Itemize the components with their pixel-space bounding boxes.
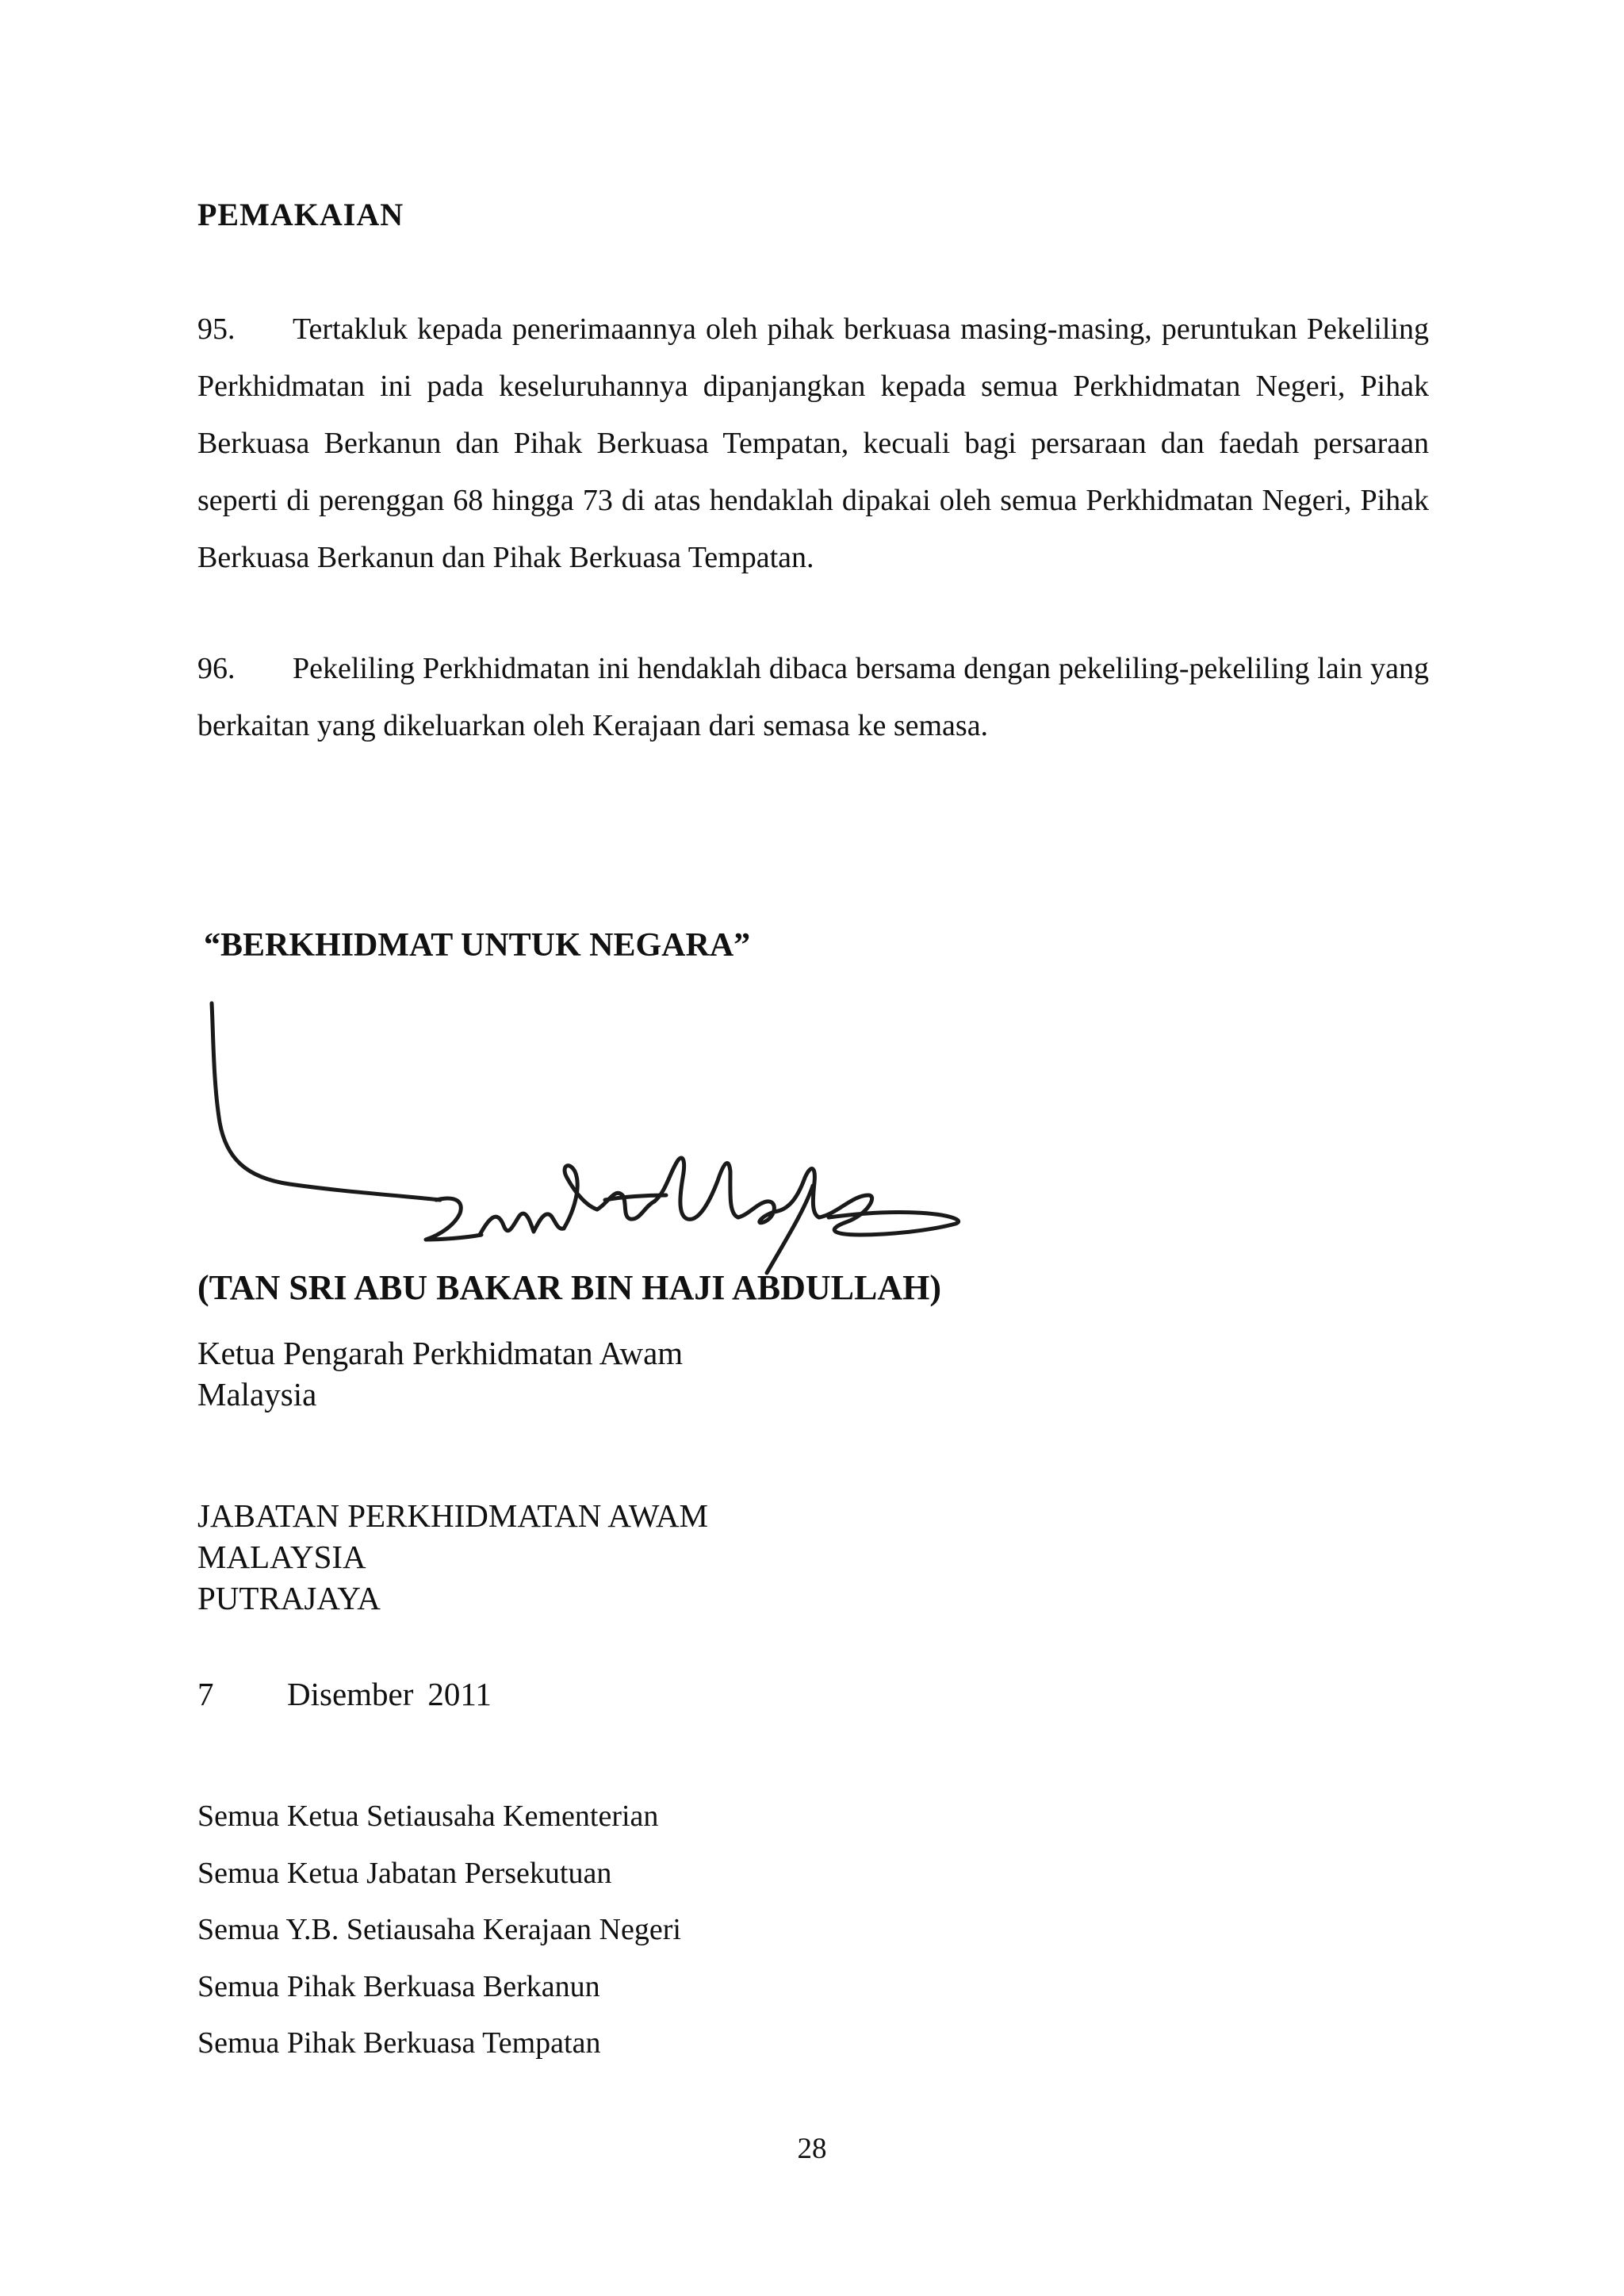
recipient-item: Semua Ketua Jabatan Persekutuan — [197, 1856, 612, 1890]
recipient-item: Semua Pihak Berkuasa Berkanun — [197, 1969, 600, 2003]
address-line: JABATAN PERKHIDMATAN AWAM — [197, 1497, 708, 1534]
paragraph-96 — [197, 640, 1429, 754]
paragraph-95 — [197, 301, 1429, 586]
recipient-item: Semua Y.B. Setiausaha Kerajaan Negeri — [197, 1913, 681, 1946]
signer-title-line: Malaysia — [197, 1376, 317, 1412]
address-line: MALAYSIA — [197, 1539, 366, 1575]
recipient-item: Semua Ketua Setiausaha Kementerian — [197, 1800, 659, 1833]
paragraph-text: Tertakluk kepada penerimaannya oleh pihak berkuasa masing-masing, peruntukan Pekeliling Perkhidmatan ini pada keseluruhannya dipanjangkan kepada semua Perkhidmatan Negeri, Pihak Berkuasa Berkanun dan Pihak Berkuasa Tempatan, kecuali bagi persaraan dan faedah persaraan seperti di perenggan 68 hingga 73 di atas hendaklah dipakai oleh semua Perkhidmatan Negeri, Pihak Berkuasa Berkanun dan Pihak Berkuasa Tempatan. — [197, 312, 1429, 574]
date-year: 2011 — [427, 1676, 492, 1712]
recipient-list — [197, 1788, 681, 2072]
signature-image — [202, 987, 987, 1297]
paragraph-number: 95. — [197, 312, 236, 346]
signer-title-line: Ketua Pengarah Perkhidmatan Awam — [197, 1335, 684, 1371]
date-month: Disember — [287, 1676, 414, 1712]
document-date — [197, 1675, 492, 1713]
address-line: PUTRAJAYA — [197, 1580, 381, 1616]
paragraph-number: 96. — [197, 652, 236, 685]
date-day: 7 — [197, 1676, 214, 1712]
recipient-item: Semua Pihak Berkuasa Tempatan — [197, 2026, 601, 2060]
page-number: 28 — [797, 2133, 827, 2165]
signer-title — [197, 1332, 683, 1415]
motto: “BERKHIDMAT UNTUK NEGARA” — [204, 927, 751, 964]
section-heading: PEMAKAIAN — [197, 197, 404, 232]
department-address — [197, 1495, 708, 1619]
signer-name: (TAN SRI ABU BAKAR BIN HAJI ABDULLAH) — [197, 1268, 941, 1307]
paragraph-text: Pekeliling Perkhidmatan ini hendaklah dibaca bersama dengan pekeliling-pekeliling lain yang berkaitan yang dikeluarkan oleh Kerajaan dari semasa ke semasa. — [197, 652, 1429, 742]
